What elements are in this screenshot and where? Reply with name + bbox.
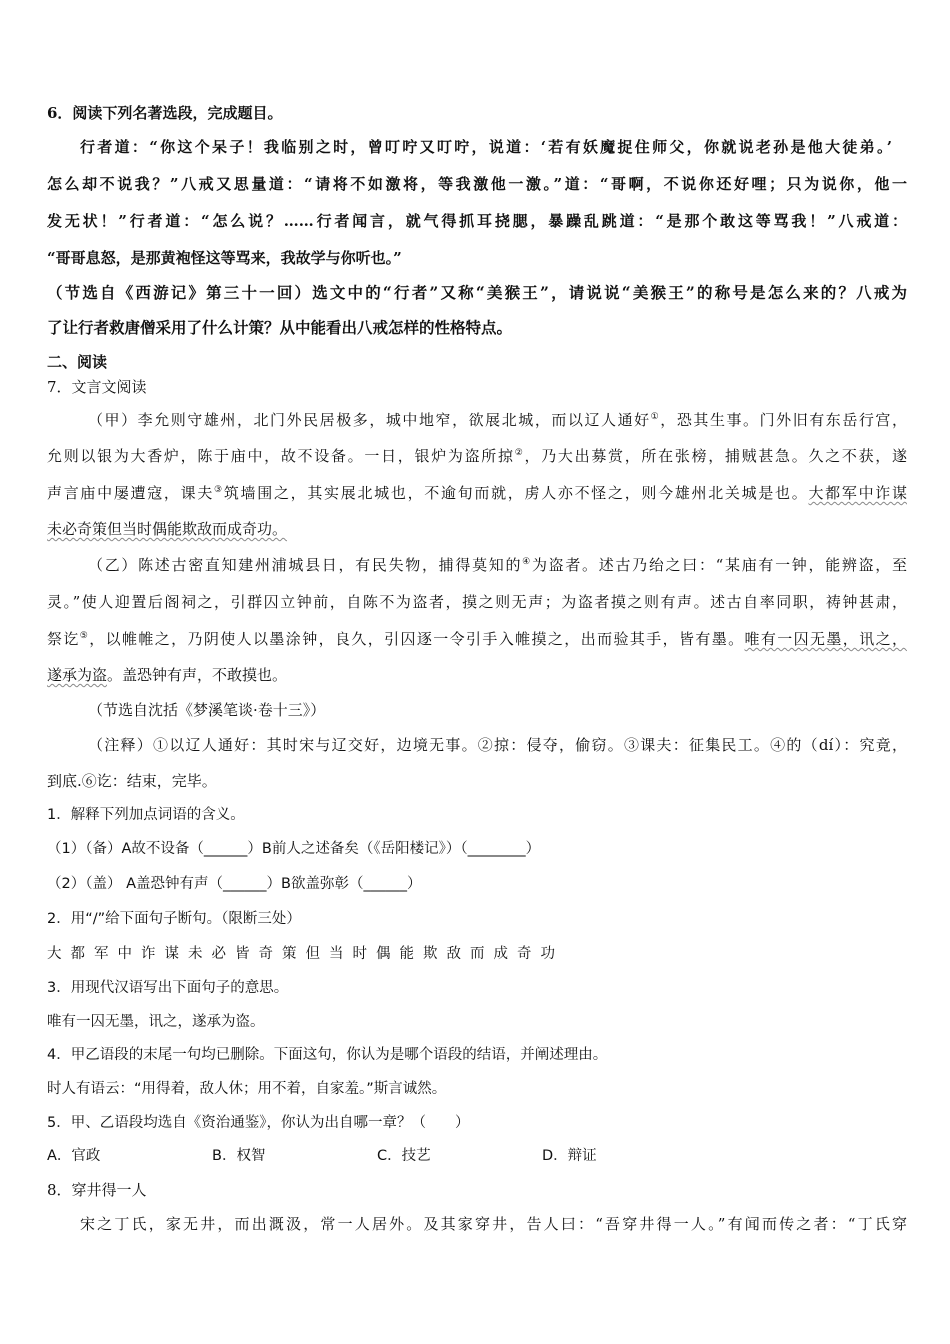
option-d[interactable]: D．辩证 — [542, 1148, 597, 1164]
q7-jia-line-3 — [47, 483, 907, 503]
q7-jia-text: 允则以银为大香炉，陈于庙中，故不设备。一日，银炉为盗所掠 — [47, 447, 515, 465]
sub-question-4-quote: 时人有语云：“用得着，敌人休；用不着，自家羞。”斯言诚然。 — [47, 1081, 447, 1097]
section-heading: 二、阅读 — [47, 353, 108, 371]
q7-jia-wavy-sentence: 未必奇策但当时偶能欺敌而成奇功。 — [47, 520, 288, 538]
q7-jia-text: ，乃大出募赏，所在张榜，捕贼甚急。久之不获，遂 — [524, 447, 907, 465]
sub-question-5: 5．甲、乙语段均选自《资治通鉴》，你认为出自哪一章？（ ） — [47, 1115, 470, 1131]
q6-passage-line-1: 行者道：“你这个呆子！我临别之时，曾叮咛又叮咛，说道：‘若有妖魔捉住师父，你就说老孙是他大徒弟。’ — [80, 138, 892, 156]
q7-yi-line-2: 灵。”使人迎置后阁祠之，引群囚立钟前，自陈不为盗者，摸之则无声；为盗者摸之则有声。述古自率同职，祷钟甚肃， — [47, 593, 907, 611]
sub-question-3-sentence: 唯有一囚无墨，讯之，遂承为盗。 — [47, 1014, 265, 1030]
option-c[interactable]: C．技艺 — [377, 1148, 431, 1164]
q7-yi-text: 。盖恐钟有声，不敢摸也。 — [107, 666, 288, 684]
q7-source: （节选自沈括《梦溪笔谈·卷十三》） — [88, 701, 326, 719]
q7-title: 7．文言文阅读 — [47, 378, 147, 396]
sub-question-1-part-2: （2）（盖） A盖恐钟有声（______）B欲盖弥彰（______） — [47, 876, 422, 892]
q6-passage-line-2: 怎么却不说我？”八戒又思量道：“请将不如激将，等我激他一激。”道：“哥啊，不说你还好哩；只为说你，他一 — [47, 175, 907, 193]
q7-jia-line-1 — [88, 410, 907, 430]
q7-yi-line-1 — [88, 555, 907, 575]
note-ref-1: ① — [650, 412, 661, 422]
sub-question-4: 4．甲乙语段的末尾一句均已删除。下面这句，你认为是哪个语段的结语，并阐述理由。 — [47, 1047, 608, 1063]
q7-yi-line-3 — [47, 629, 907, 649]
sub-question-1-part-1: （1）（备）A故不设备（______）B前人之述备矣（《岳阳楼记》）（________） — [47, 841, 541, 857]
q7-yi-wavy-sentence: 唯有一囚无墨，讯之， — [744, 630, 907, 648]
q7-jia-text: 声言庙中屡遭寇，课夫 — [47, 484, 215, 502]
note-ref-2: ② — [514, 448, 525, 458]
option-a[interactable]: A．官政 — [47, 1148, 101, 1164]
sub-question-2: 2．用“/”给下面句子断句。（限断三处） — [47, 911, 301, 927]
option-b[interactable]: B．权智 — [212, 1148, 266, 1164]
note-ref-5: ⑤ — [79, 631, 90, 641]
q6-title: 6．阅读下列名著选段，完成题目。 — [47, 104, 283, 122]
q7-jia-text: ，恐其生事。门外旧有东岳行宫， — [660, 411, 907, 429]
note-ref-4: ④ — [522, 557, 532, 567]
q7-yi-text: （乙）陈述古密直知建州浦城县日，有民失物，捕得莫知的 — [88, 556, 523, 574]
q7-yi-text: 祭讫 — [47, 630, 80, 648]
q7-yi-text: ，以帷帷之，乃阴使人以墨涂钟，良久，引囚逐一令引手入帷摸之，出而验其手，皆有墨。 — [89, 630, 745, 648]
sub-question-3: 3．用现代汉语写出下面句子的意思。 — [47, 980, 289, 996]
sub-question-1: 1．解释下列加点词语的含义。 — [47, 807, 245, 823]
q6-passage-line-4: “哥哥息怒，是那黄袍怪这等骂来，我故学与你听也。” — [47, 249, 402, 267]
q7-yi-line-4 — [47, 665, 907, 685]
q7-yi-wavy-sentence: 遂承为盗 — [47, 666, 108, 684]
q7-jia-wavy-sentence: 大都军中诈谋 — [808, 484, 907, 502]
note-ref-3: ③ — [214, 485, 224, 495]
sub-question-2-sentence: 大都军中诈谋未必皆奇策但当时偶能欺敌而成奇功 — [47, 946, 564, 962]
q7-jia-line-4 — [47, 519, 907, 539]
q7-notes-line-1: （注释）①以辽人通好：其时宋与辽交好，边境无事。②掠：侵夺，偷窃。③课夫：征集民工。④的（dí）：究竟， — [88, 736, 907, 754]
q6-passage-line-3: 发无状！”行者道：“怎么说？……行者闻言，就气得抓耳挠腮，暴躁乱跳道：“是那个敢这等骂我！”八戒道： — [47, 212, 907, 230]
q7-jia-text: （甲）李允则守雄州，北门外民居极多，城中地窄，欲展北城，而以辽人通好 — [88, 411, 651, 429]
q8-title: 8．穿井得一人 — [47, 1181, 147, 1199]
q6-question-line-1: （节选自《西游记》第三十一回）选文中的“行者”又称“美猴王”，请说说“美猴王”的称号是怎么来的？八戒为 — [47, 283, 907, 302]
q7-jia-text: 筑墙围之，其实展北城也，不逾旬而就，虏人亦不怪之，则今雄州北关城是也。 — [223, 484, 809, 502]
q7-jia-line-2 — [47, 446, 907, 466]
q7-yi-text: 为盗者。述古乃绐之曰：“某庙有一钟，能辨盗，至 — [531, 556, 907, 574]
q8-passage-line-1: 宋之丁氏，家无井，而出溉汲，常一人居外。及其家穿井，告人曰：“吾穿井得一人。”有闻而传之者：“丁氏穿 — [80, 1215, 907, 1233]
q7-notes-line-2: 到底.⑥讫：结束，完毕。 — [47, 772, 217, 790]
q6-question-line-2: 了让行者救唐僧采用了什么计策？从中能看出八戒怎样的性格特点。 — [47, 318, 513, 337]
